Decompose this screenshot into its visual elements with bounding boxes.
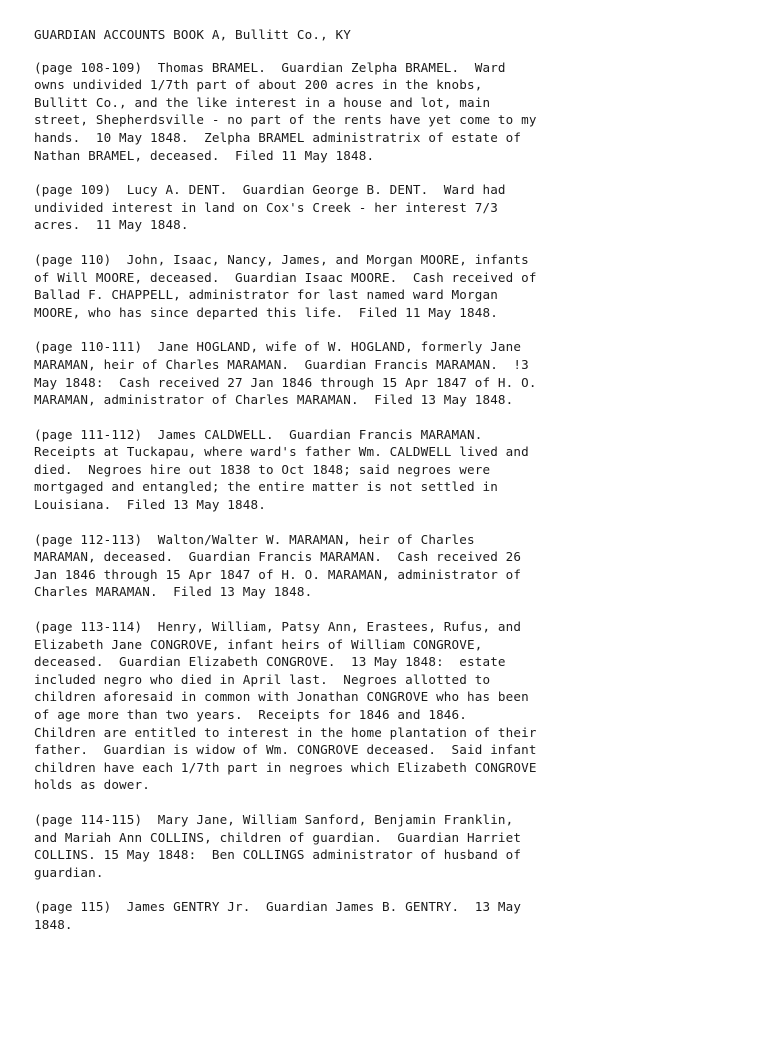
entry-line: (page 115) James GENTRY Jr. Guardian James B. GENTRY. 13 May: [34, 899, 522, 915]
entry-line: and Mariah Ann COLLINS, children of guardian. Guardian Harriet: [34, 829, 522, 845]
document-page: [34, 26, 764, 951]
entry-line: mortgaged and entangled; the entire matter is not settled in: [34, 479, 498, 495]
entry-line: undivided interest in land on Cox's Creek - her interest 7/3: [34, 199, 498, 215]
entry-line: children have each 1/7th part in negroes which Elizabeth CONGROVE: [34, 759, 537, 775]
entry-line: (page 113-114) Henry, William, Patsy Ann, Erastees, Rufus, and: [34, 619, 522, 635]
entry-line: (page 111-112) James CALDWELL. Guardian Francis MARAMAN.: [34, 426, 483, 442]
entry-line: acres. 11 May 1848.: [34, 217, 189, 233]
entry-line: Louisiana. Filed 13 May 1848.: [34, 497, 266, 513]
guardian-entry: [34, 59, 764, 165]
guardian-entry: [34, 898, 764, 933]
entry-line: MARAMAN, heir of Charles MARAMAN. Guardian Francis MARAMAN. !3: [34, 356, 529, 372]
entry-line: Nathan BRAMEL, deceased. Filed 11 May 1848.: [34, 147, 375, 163]
entry-line: Children are entitled to interest in the home plantation of their: [34, 724, 537, 740]
entry-line: Charles MARAMAN. Filed 13 May 1848.: [34, 584, 313, 600]
entry-line: MARAMAN, deceased. Guardian Francis MARAMAN. Cash received 26: [34, 549, 522, 565]
entry-line: Jan 1846 through 15 Apr 1847 of H. O. MARAMAN, administrator of: [34, 566, 522, 582]
entry-line: died. Negroes hire out 1838 to Oct 1848; said negroes were: [34, 461, 491, 477]
entry-line: May 1848: Cash received 27 Jan 1846 through 15 Apr 1847 of H. O.: [34, 374, 537, 390]
entry-line: (page 110) John, Isaac, Nancy, James, and Morgan MOORE, infants: [34, 251, 529, 267]
entry-line: included negro who died in April last. Negroes allotted to: [34, 671, 491, 687]
entry-line: MARAMAN, administrator of Charles MARAMAN. Filed 13 May 1848.: [34, 392, 514, 408]
entry-line: 1848.: [34, 916, 73, 932]
entry-line: owns undivided 1/7th part of about 200 acres in the knobs,: [34, 77, 483, 93]
entry-line: (page 108-109) Thomas BRAMEL. Guardian Zelpha BRAMEL. Ward: [34, 59, 506, 75]
entry-line: of age more than two years. Receipts for 1846 and 1846.: [34, 707, 467, 722]
document-title: GUARDIAN ACCOUNTS BOOK A, Bullitt Co., KY: [34, 27, 352, 42]
entry-line: father. Guardian is widow of Wm. CONGROVE deceased. Said infant: [34, 742, 537, 758]
entry-line: Elizabeth Jane CONGROVE, infant heirs of William CONGROVE,: [34, 636, 483, 652]
entry-line: (page 110-111) Jane HOGLAND, wife of W. HOGLAND, formerly Jane: [34, 339, 522, 355]
entry-line: children aforesaid in common with Jonathan CONGROVE who has been: [34, 689, 529, 705]
entry-line: of Will MOORE, deceased. Guardian Isaac MOORE. Cash received of: [34, 269, 537, 285]
entry-line: (page 114-115) Mary Jane, William Sanford, Benjamin Franklin,: [34, 811, 514, 827]
guardian-entry: [34, 338, 764, 408]
entries-list: [34, 59, 764, 934]
entry-line: Receipts at Tuckapau, where ward's father Wm. CALDWELL lived and: [34, 444, 529, 460]
guardian-entry: [34, 251, 764, 321]
entry-line: Bullitt Co., and the like interest in a house and lot, main: [34, 94, 491, 110]
guardian-entry: [34, 531, 764, 601]
entry-line: street, Shepherdsville - no part of the rents have yet come to my: [34, 112, 537, 128]
guardian-entry: [34, 181, 764, 234]
entry-line: MOORE, who has since departed this life. Filed 11 May 1848.: [34, 304, 498, 320]
guardian-entry: [34, 811, 764, 881]
entry-line: guardian.: [34, 864, 104, 880]
entry-line: (page 112-113) Walton/Walter W. MARAMAN, heir of Charles: [34, 531, 475, 547]
guardian-entry: [34, 426, 764, 514]
entry-line: COLLINS. 15 May 1848: Ben COLLINGS administrator of husband of: [34, 847, 522, 863]
guardian-entry: [34, 618, 764, 794]
entry-line: holds as dower.: [34, 777, 150, 793]
entry-line: (page 109) Lucy A. DENT. Guardian George B. DENT. Ward had: [34, 182, 506, 198]
entry-line: hands. 10 May 1848. Zelpha BRAMEL administratrix of estate of: [34, 129, 522, 145]
entry-line: deceased. Guardian Elizabeth CONGROVE. 13 May 1848: estate: [34, 654, 506, 670]
entry-line: Ballad F. CHAPPELL, administrator for last named ward Morgan: [34, 287, 498, 303]
